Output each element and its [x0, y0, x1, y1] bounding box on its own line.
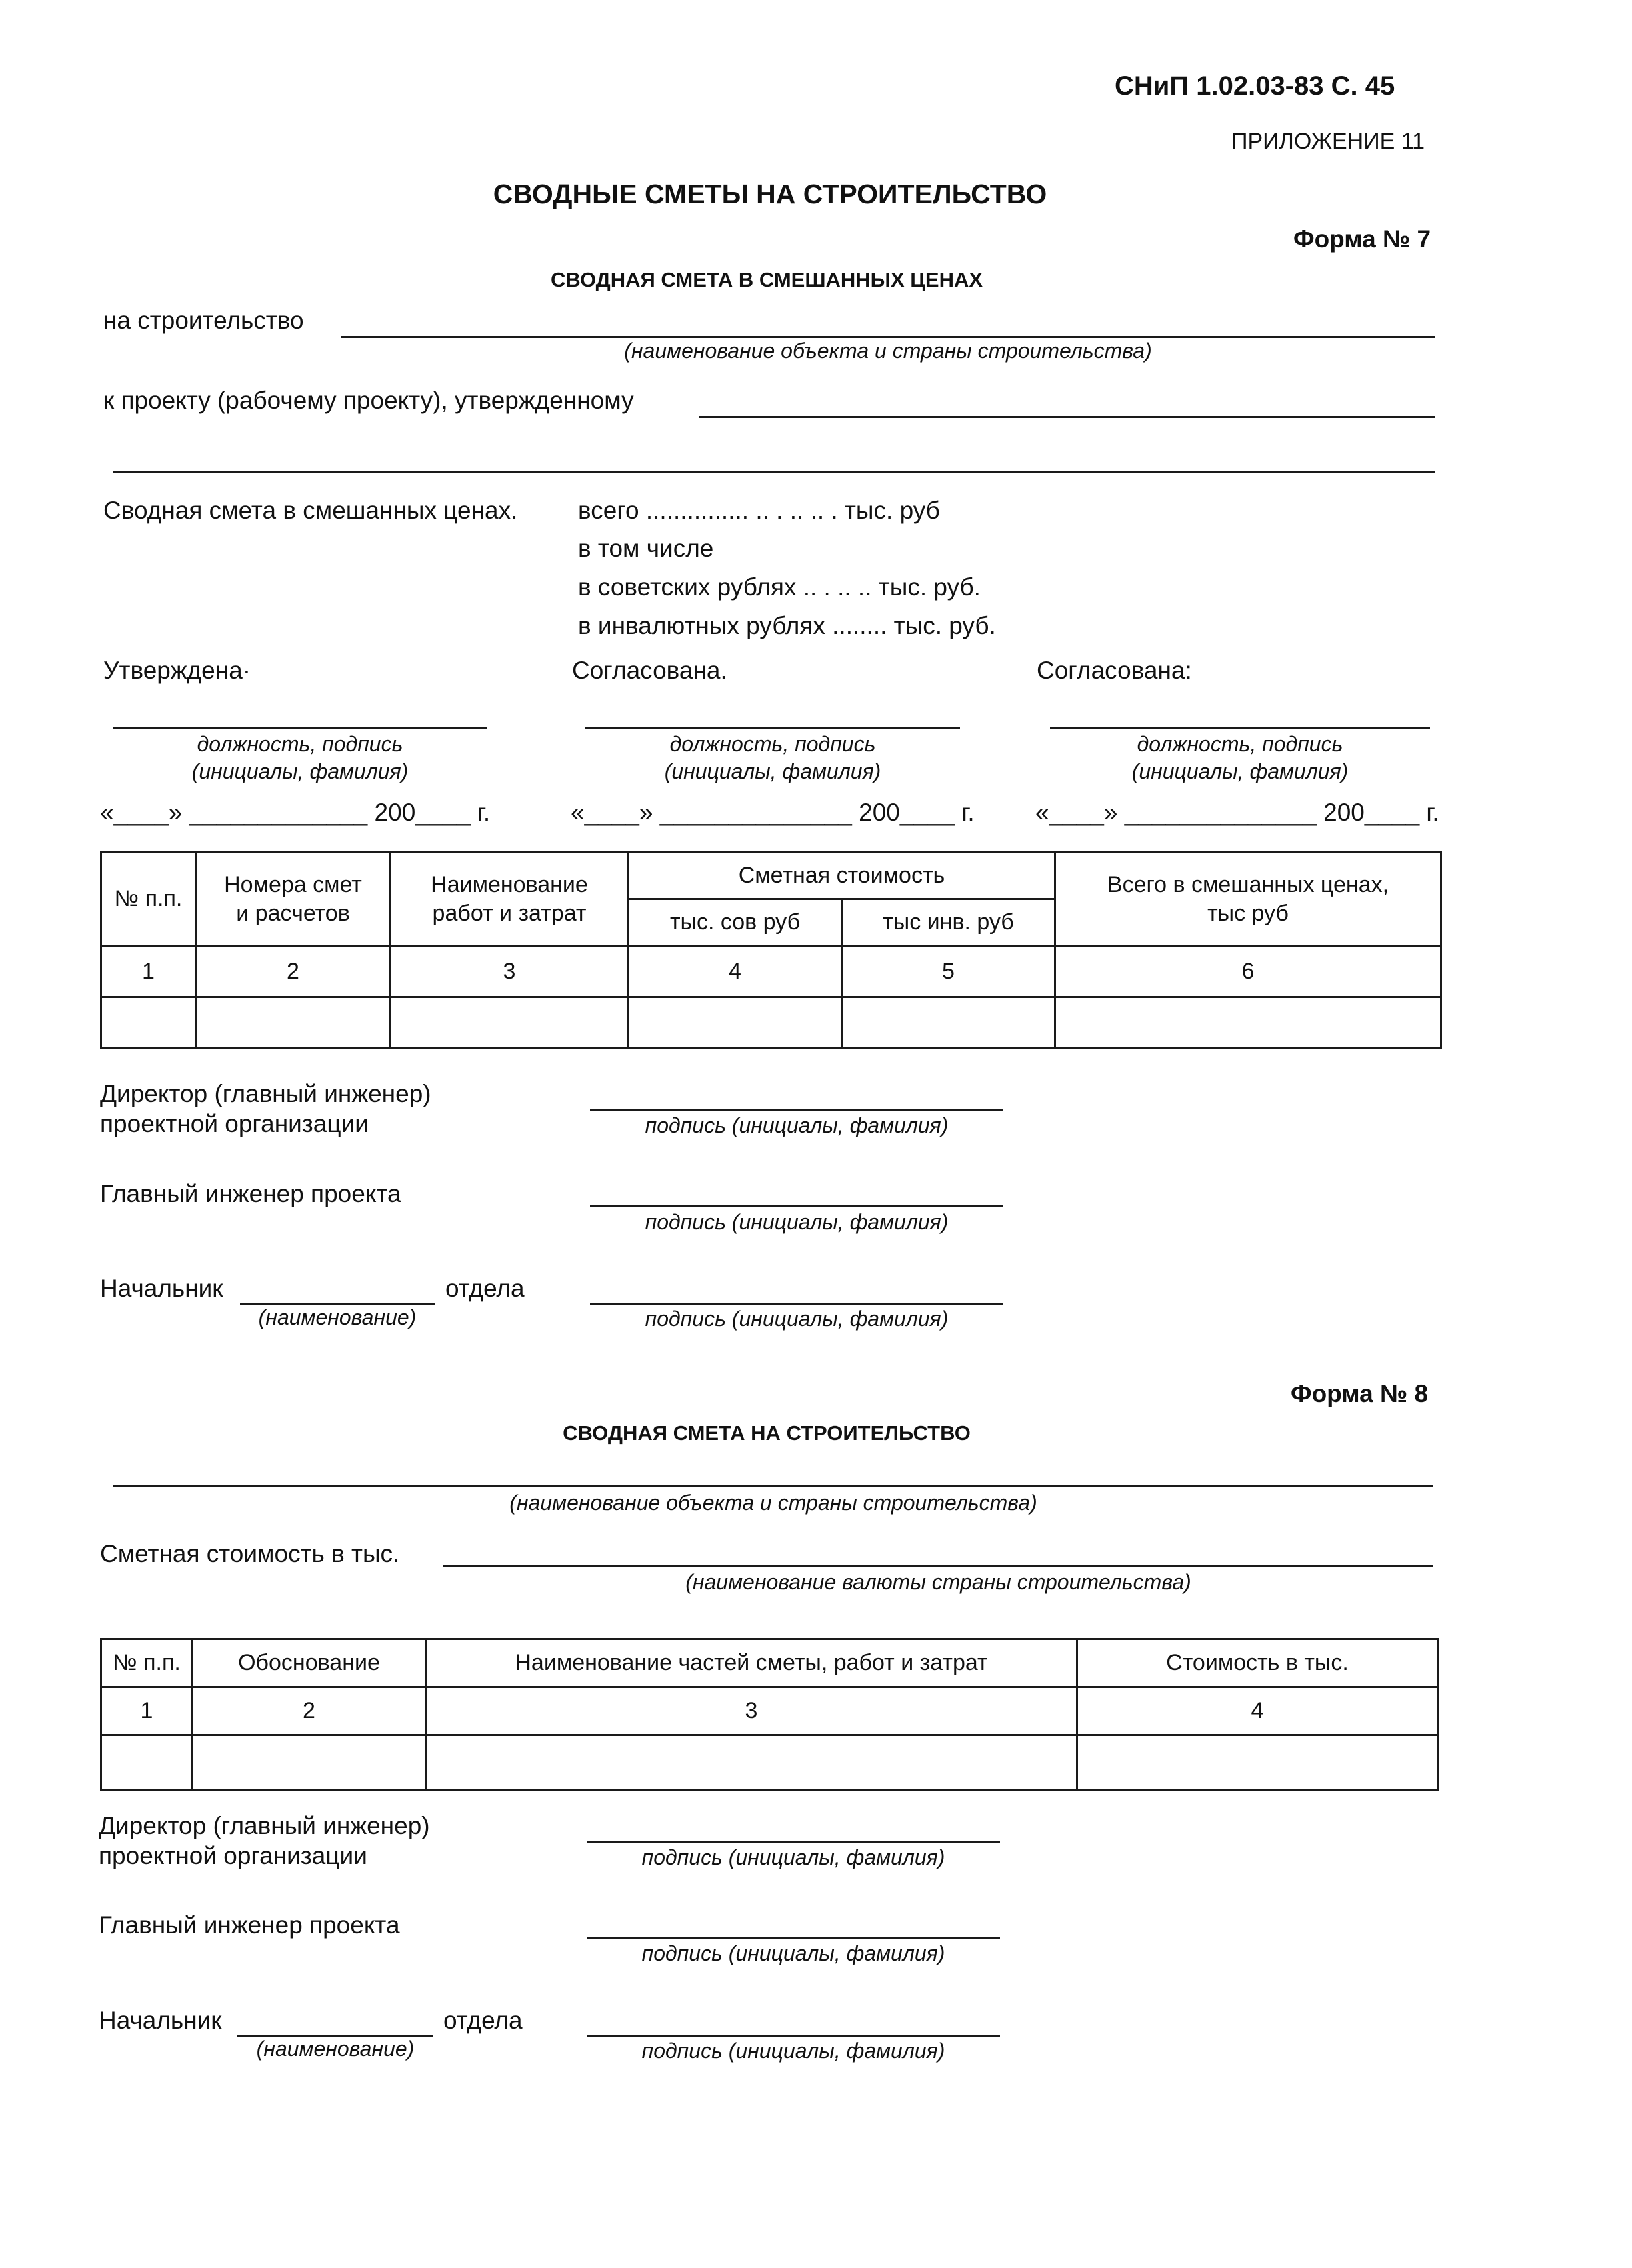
header-foreign-rubles: тыс инв. руб	[842, 899, 1055, 946]
department-label: отдела	[445, 1275, 525, 1302]
director-label-line2: проектной организации	[100, 1110, 369, 1137]
approval-caption-name: (инициалы, фамилия)	[191, 759, 409, 783]
empty-cell[interactable]	[101, 997, 196, 1049]
director-label-line1: Директор (главный инженер)	[99, 1812, 430, 1839]
header-total-mixed-line2: тыс руб	[1207, 900, 1289, 926]
main-title: СВОДНЫЕ СМЕТЫ НА СТРОИТЕЛЬСТВО	[493, 179, 1047, 209]
cost-label: Сметная стоимость в тыс.	[100, 1540, 400, 1567]
column-number: 5	[842, 946, 1055, 997]
empty-cell[interactable]	[101, 1735, 193, 1790]
header-total-mixed	[1055, 853, 1441, 946]
construction-label: на строительство	[103, 307, 304, 334]
column-number: 2	[193, 1687, 426, 1735]
head-signature-caption: подпись (инициалы, фамилия)	[645, 1307, 949, 1331]
foreign-rubles-line: в инвалютных рублях ........ тыс. руб.	[578, 612, 996, 639]
object-name-line[interactable]	[113, 1485, 1433, 1487]
director-signature-line[interactable]	[590, 1109, 1003, 1111]
head-label: Начальник	[100, 1275, 223, 1302]
column-number: 4	[629, 946, 842, 997]
agreement-caption-position: должность, подпись	[669, 732, 876, 756]
header-parts-name: Наименование частей сметы, работ и затрат	[426, 1639, 1077, 1687]
chief-engineer-signature-caption: подпись (инициалы, фамилия)	[641, 1941, 945, 1965]
head-signature-line[interactable]	[590, 1303, 1003, 1305]
agreement-2-title: Согласована:	[1037, 657, 1192, 684]
column-number: 1	[101, 946, 196, 997]
director-label-line2: проектной организации	[99, 1842, 367, 1869]
approval-caption-position: должность, подпись	[197, 732, 403, 756]
director-signature-caption: подпись (инициалы, фамилия)	[641, 1845, 945, 1869]
header-estimate-codes	[196, 853, 391, 946]
empty-cell[interactable]	[1055, 997, 1441, 1049]
head-signature-caption: подпись (инициалы, фамилия)	[641, 2039, 945, 2063]
header-estimate-codes-line1: Номера смет	[224, 872, 362, 897]
agreement-2-date: «____» ______________ 200____ г.	[1035, 799, 1439, 826]
department-label: отдела	[443, 2007, 523, 2034]
form-8-number: Форма № 8	[1291, 1380, 1429, 1407]
empty-cell[interactable]	[193, 1735, 426, 1790]
column-number: 3	[426, 1687, 1077, 1735]
agreement-2-caption-name: (инициалы, фамилия)	[1131, 759, 1349, 783]
director-signature-line[interactable]	[587, 1841, 1000, 1843]
table-row	[101, 1735, 1438, 1790]
agreement-signature-line[interactable]	[585, 727, 960, 729]
chief-engineer-label: Главный инженер проекта	[100, 1180, 401, 1207]
column-number-row	[101, 1687, 1438, 1735]
summary-label: Сводная смета в смешанных ценах.	[103, 497, 518, 524]
form-7-number: Форма № 7	[1293, 225, 1431, 253]
including-label: в том числе	[578, 535, 714, 562]
head-signature-line[interactable]	[587, 2035, 1000, 2037]
chief-engineer-signature-line[interactable]	[590, 1205, 1003, 1207]
agreement-title: Согласована.	[572, 657, 727, 684]
empty-cell[interactable]	[629, 997, 842, 1049]
currency-caption: (наименование валюты страны строительства)	[685, 1570, 1191, 1594]
construction-caption: (наименование объекта и страны строительства)	[624, 339, 1152, 363]
header-total-mixed-line1: Всего в смешанных ценах,	[1107, 872, 1389, 897]
form-8-table	[100, 1638, 1439, 1791]
head-label: Начальник	[99, 2007, 222, 2034]
header-number: № п.п.	[101, 853, 196, 946]
header-soviet-rubles: тыс. сов руб	[629, 899, 842, 946]
empty-cell[interactable]	[391, 997, 629, 1049]
director-signature-caption: подпись (инициалы, фамилия)	[645, 1113, 949, 1137]
department-name-caption: (наименование)	[256, 2037, 415, 2061]
header-basis: Обоснование	[193, 1639, 426, 1687]
object-name-caption: (наименование объекта и страны строительства)	[509, 1491, 1037, 1515]
project-continuation-line[interactable]	[113, 471, 1435, 473]
header-cost: Стоимость в тыс.	[1077, 1639, 1438, 1687]
table-row	[101, 997, 1441, 1049]
agreement-2-caption-position: должность, подпись	[1137, 732, 1343, 756]
form-8-title: СВОДНАЯ СМЕТА НА СТРОИТЕЛЬСТВО	[563, 1421, 971, 1445]
department-name-caption: (наименование)	[258, 1305, 417, 1329]
chief-engineer-signature-line[interactable]	[587, 1937, 1000, 1939]
header-work-name	[391, 853, 629, 946]
column-number: 2	[196, 946, 391, 997]
chief-engineer-signature-caption: подпись (инициалы, фамилия)	[645, 1210, 949, 1234]
agreement-caption-name: (инициалы, фамилия)	[664, 759, 881, 783]
header-work-name-line1: Наименование	[431, 872, 588, 897]
document-reference: СНиП 1.02.03-83 С. 45	[1115, 71, 1395, 101]
approval-date: «____» _____________ 200____ г.	[100, 799, 491, 826]
empty-cell[interactable]	[1077, 1735, 1438, 1790]
currency-line[interactable]	[443, 1565, 1433, 1567]
form-7-table	[100, 851, 1442, 1049]
soviet-rubles-line: в советских рублях .. . .. .. тыс. руб.	[578, 573, 981, 601]
empty-cell[interactable]	[196, 997, 391, 1049]
column-number: 1	[101, 1687, 193, 1735]
empty-cell[interactable]	[426, 1735, 1077, 1790]
approval-title: Утверждена·	[103, 657, 251, 684]
header-estimated-cost: Сметная стоимость	[629, 853, 1055, 899]
column-number: 3	[391, 946, 629, 997]
project-label: к проекту (рабочему проекту), утвержденному	[103, 387, 634, 414]
total-line: всего ............... .. . .. .. . тыс. руб	[578, 497, 940, 524]
construction-field-line[interactable]	[341, 336, 1435, 338]
agreement-date: «____» ______________ 200____ г.	[571, 799, 975, 826]
empty-cell[interactable]	[842, 997, 1055, 1049]
form-7-title: СВОДНАЯ СМЕТА В СМЕШАННЫХ ЦЕНАХ	[550, 268, 983, 291]
approval-signature-line[interactable]	[113, 727, 487, 729]
appendix-label: ПРИЛОЖЕНИЕ 11	[1231, 129, 1425, 154]
project-field-line[interactable]	[699, 416, 1435, 418]
header-work-name-line2: работ и затрат	[432, 900, 587, 926]
agreement-2-signature-line[interactable]	[1050, 727, 1430, 729]
column-number: 6	[1055, 946, 1441, 997]
column-number-row	[101, 946, 1441, 997]
director-label-line1: Директор (главный инженер)	[100, 1080, 431, 1107]
chief-engineer-label: Главный инженер проекта	[99, 1911, 400, 1939]
header-number: № п.п.	[101, 1639, 193, 1687]
header-estimate-codes-line2: и расчетов	[236, 900, 350, 926]
column-number: 4	[1077, 1687, 1438, 1735]
